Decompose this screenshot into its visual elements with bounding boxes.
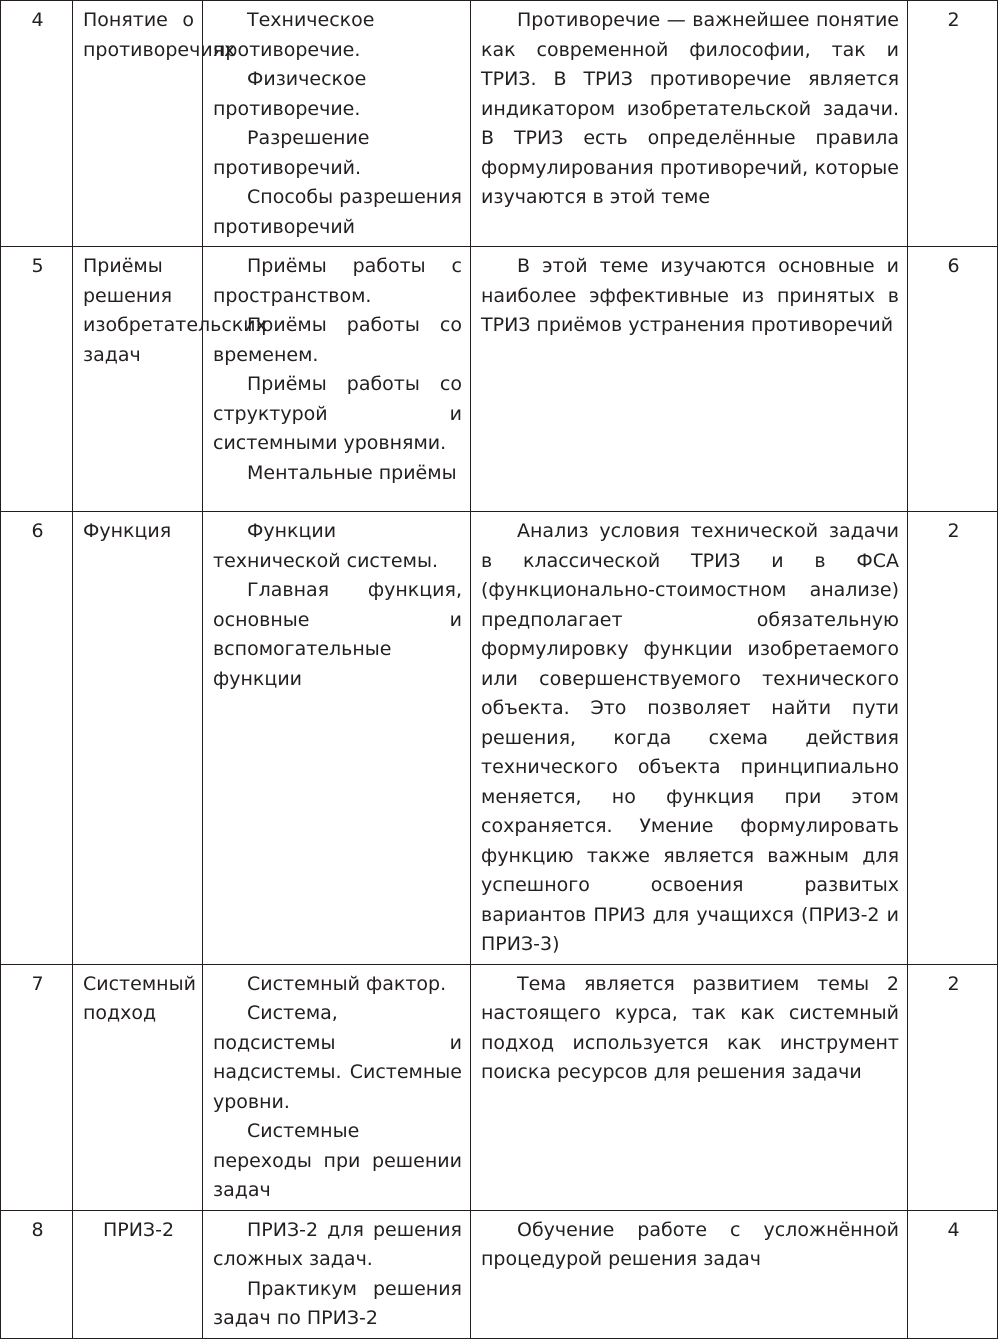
subtopic-item: Физическое противоречие. bbox=[213, 68, 367, 120]
description-text: Противоречие — важнейшее понятие как современной философии, так и ТРИЗ. В ТРИЗ противоречие является индикатором изобретательской задачи. В ТРИЗ есть определённые правила формулирования противоречий, которые изучаются в этой теме bbox=[481, 9, 899, 208]
topic-title: Системный подход bbox=[73, 964, 203, 1210]
subtopic-item: Функции технической системы. bbox=[213, 520, 438, 572]
description-text: Тема является развитием темы 2 настоящего курса, так как системный подход используется как инструмент поиска ресурсов для решения задачи bbox=[481, 972, 899, 1083]
table-row bbox=[1, 512, 998, 965]
subtopic-item: Приёмы работы с пространством. bbox=[213, 255, 462, 307]
table-row bbox=[1, 247, 998, 512]
subtopic-item: ПРИЗ-2 для решения сложных задач. bbox=[213, 1218, 462, 1270]
topic-title: Понятие о противоречиях bbox=[73, 1, 203, 247]
topic-title: Приёмы решения изобретательских задач bbox=[73, 247, 203, 512]
topic-description bbox=[471, 247, 908, 512]
subtopic-item: Ментальные приёмы bbox=[247, 461, 457, 484]
description-text: Анализ условия технической задачи в классической ТРИЗ и в ФСА (функционально-стоимостном анализе) предполагает обязательную формулировку функции изобретаемого или совершенствуемого технического объекта. Это позволяет найти пути решения, когда схема действия технического объекта принципиально меняется, но функция при этом сохраняется. Умение формулировать функцию также является важным для успешного освоения развитых вариантов ПРИЗ для учащихся (ПРИЗ-2 и ПРИЗ-3) bbox=[481, 520, 899, 955]
table-row bbox=[1, 1, 998, 247]
subtopic-item: Главная функция, основные и вспомогательные функции bbox=[213, 579, 462, 690]
subtopic-item: Системный фактор. bbox=[247, 972, 447, 995]
topic-title: ПРИЗ-2 bbox=[73, 1210, 203, 1338]
topic-description bbox=[471, 1, 908, 247]
topic-number: 4 bbox=[1, 1, 73, 247]
subtopic-item: Система, подсистемы и надсистемы. Системные уровни. bbox=[213, 1002, 462, 1113]
topic-title: Функция bbox=[73, 512, 203, 965]
subtopic-item: Способы разрешения противоречий bbox=[213, 186, 462, 238]
topic-subtopics bbox=[203, 247, 471, 512]
topic-number: 8 bbox=[1, 1210, 73, 1338]
topic-subtopics bbox=[203, 1, 471, 247]
subtopic-item: Практикум решения задач по ПРИЗ-2 bbox=[213, 1277, 462, 1329]
description-text: В этой теме изучаются основные и наиболее эффективные из принятых в ТРИЗ приёмов устранения противоречий bbox=[481, 255, 899, 336]
topic-subtopics bbox=[203, 512, 471, 965]
description-text: Обучение работе с усложнённой процедурой решения задач bbox=[481, 1218, 899, 1270]
topic-description bbox=[471, 512, 908, 965]
topic-hours: 2 bbox=[908, 512, 998, 965]
topic-hours: 6 bbox=[908, 247, 998, 512]
subtopic-item: Приёмы работы со структурой и системными уровнями. bbox=[213, 373, 462, 454]
topic-description bbox=[471, 1210, 908, 1338]
subtopic-item: Приёмы работы со временем. bbox=[213, 314, 462, 366]
topic-number: 6 bbox=[1, 512, 73, 965]
subtopic-item: Разрешение противоречий. bbox=[213, 127, 370, 179]
topic-hours: 2 bbox=[908, 964, 998, 1210]
topic-subtopics bbox=[203, 964, 471, 1210]
topic-description bbox=[471, 964, 908, 1210]
topic-subtopics bbox=[203, 1210, 471, 1338]
table-row bbox=[1, 1210, 998, 1338]
topic-hours: 4 bbox=[908, 1210, 998, 1338]
topic-hours: 2 bbox=[908, 1, 998, 247]
subtopic-item: Техническое противоречие. bbox=[213, 9, 375, 61]
subtopic-item: Системные переходы при решении задач bbox=[213, 1120, 462, 1201]
table-row bbox=[1, 964, 998, 1210]
topic-number: 7 bbox=[1, 964, 73, 1210]
topic-number: 5 bbox=[1, 247, 73, 512]
